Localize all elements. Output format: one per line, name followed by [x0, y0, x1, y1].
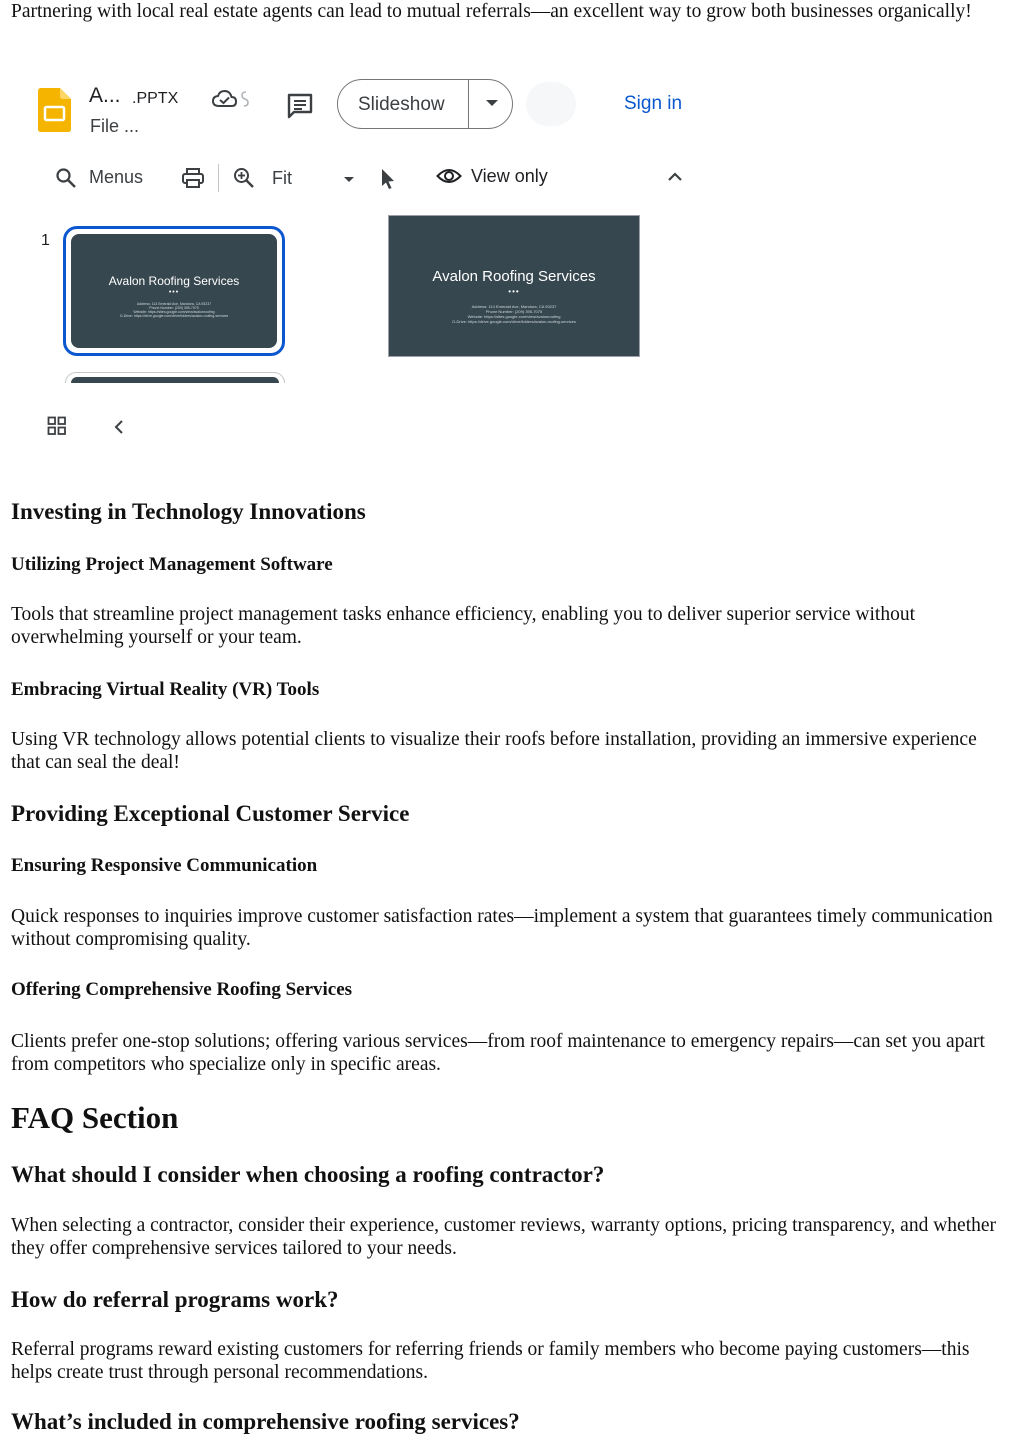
toolbar-divider: [218, 164, 219, 192]
faq-question-2: How do referral programs work?: [11, 1287, 339, 1312]
thumbnail-slide: [71, 234, 277, 348]
faq-question-1: What should I consider when choosing a roofing contractor?: [11, 1162, 605, 1187]
slide-thumbnail-selected[interactable]: [63, 226, 285, 356]
eye-icon: [436, 166, 462, 186]
chevron-up-icon[interactable]: [666, 170, 684, 184]
paragraph-responsive-communication: Quick responses to inquiries improve customer satisfaction rates—implement a system that guarantees timely communication without compromising quality.: [11, 906, 993, 950]
faq-answer-2: Referral programs reward existing customers for referring friends or family members who become paying customers—this helps create trust through personal recommendations.: [11, 1339, 970, 1383]
slide-thumbnail-2[interactable]: [65, 372, 285, 383]
zoom-select[interactable]: Fit: [272, 168, 292, 188]
thumbnail-number: 1: [41, 232, 50, 249]
thumbnail-line-4: G-Drive: https://drive.google.com/drive/folders/avalon-roofing-services: [119, 314, 229, 318]
button-divider: [468, 80, 469, 128]
heading-comprehensive-services: Offering Comprehensive Roofing Services: [11, 979, 353, 1000]
slides-logo-icon[interactable]: [38, 88, 71, 132]
slide-line-2: Phone Number: (209) 395-7075: [485, 309, 543, 314]
paragraph-virtual-reality: Using VR technology allows potential clients to visualize their roofs before installation, providing an immersive experience that can seal the deal!: [11, 729, 977, 773]
thumbnail-line-3: Website: https://sites.google.com/view/avalonroofing: [133, 310, 215, 314]
menus-button[interactable]: Menus: [89, 167, 144, 187]
thumbnail-dots: •••: [168, 289, 180, 296]
thumbnail-line-1: Address: 114 Emerald Ave, Mandora, CA 93237: [136, 302, 212, 306]
slide-line-3: Website: https://sites.google.com/view/avalonroofing: [467, 314, 561, 319]
faq-answer-1: When selecting a contractor, consider their experience, customer reviews, warranty options, pricing transparency, and whether they offer comprehensive services tailored to your needs.: [11, 1215, 997, 1259]
sign-in-link[interactable]: Sign in: [624, 93, 683, 114]
faq-heading: FAQ Section: [11, 1100, 179, 1135]
slides-viewer: [28, 70, 708, 460]
intro-paragraph: Partnering with local real estate agents can lead to mutual referrals—an excellent way to grow both businesses organically!: [11, 1, 972, 22]
slide-dots: •••: [508, 287, 520, 296]
cloud-icon[interactable]: [212, 88, 256, 110]
chevron-down-icon[interactable]: [486, 100, 498, 106]
slide-title: Avalon Roofing Services: [432, 268, 596, 285]
slideshow-button[interactable]: [337, 79, 513, 129]
print-icon[interactable]: [181, 167, 205, 189]
placeholder-button: [526, 82, 576, 126]
file-name[interactable]: A...: [89, 84, 121, 107]
faq-question-3: What’s included in comprehensive roofing services?: [11, 1409, 520, 1434]
heading-project-management: Utilizing Project Management Software: [11, 554, 333, 575]
heading-technology: Investing in Technology Innovations: [11, 499, 366, 524]
zoom-in-icon[interactable]: [233, 167, 255, 189]
chevron-left-icon[interactable]: [112, 418, 126, 436]
search-icon[interactable]: [55, 167, 77, 189]
heading-responsive-communication: Ensuring Responsive Communication: [11, 855, 318, 876]
paragraph-project-management: Tools that streamline project management tasks enhance efficiency, enabling you to deliver superior service without overwhelming yourself or your team.: [11, 604, 915, 648]
heading-customer-service: Providing Exceptional Customer Service: [11, 801, 410, 826]
comment-icon[interactable]: [286, 92, 314, 120]
slide-line-4: G-Drive: https://drive.google.com/drive/folders/avalon-roofing-services: [452, 319, 576, 324]
slideshow-label: Slideshow: [358, 94, 445, 115]
thumbnail-line-2: Phone Number: (209) 395-7075: [149, 306, 199, 310]
file-extension: .PPTX: [132, 90, 179, 107]
thumbnail-title: Avalon Roofing Services: [108, 274, 240, 288]
pointer-icon[interactable]: [379, 167, 397, 191]
heading-virtual-reality: Embracing Virtual Reality (VR) Tools: [11, 679, 320, 700]
view-only-label[interactable]: View only: [471, 166, 548, 186]
file-menu[interactable]: File ...: [90, 116, 140, 136]
main-slide: [388, 215, 640, 357]
paragraph-comprehensive-services: Clients prefer one-stop solutions; offering various services—from roof maintenance to emergency repairs—can set you apart from competitors who specialize only in specific areas.: [11, 1031, 985, 1075]
grid-icon[interactable]: [47, 416, 67, 436]
slide-line-1: Address: 114 Emerald Ave, Mandora, CA 93237: [471, 304, 557, 309]
zoom-dropdown-icon[interactable]: [344, 177, 354, 182]
